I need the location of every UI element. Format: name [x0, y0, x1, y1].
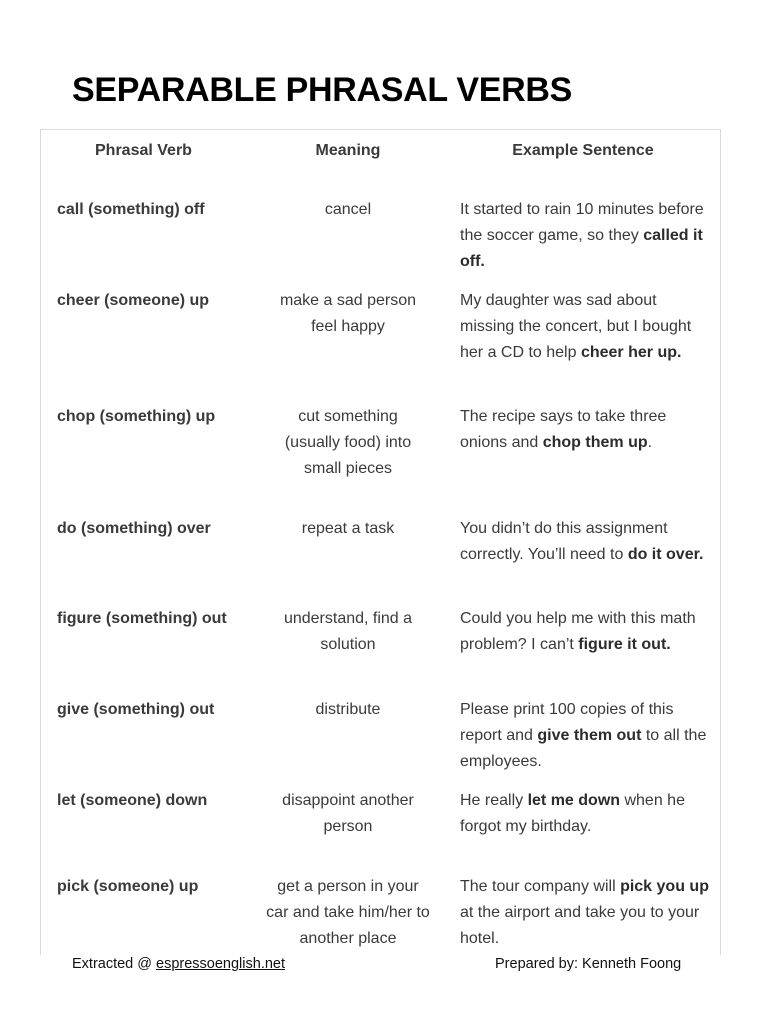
meaning-cell: disappoint another person — [282, 792, 414, 835]
example-text: . — [647, 433, 653, 451]
example-cell — [460, 697, 712, 774]
column-header-phrasal-verb: Phrasal Verb — [95, 142, 192, 159]
phrasal-verb-highlight: let me down — [527, 792, 621, 809]
meaning-cell: make a sad person feel happy — [279, 292, 417, 335]
phrasal-verb-cell: do (something) over — [57, 520, 211, 537]
example-cell — [460, 874, 712, 951]
example-cell — [460, 788, 712, 840]
meaning-cell: get a person in your car and take him/her to another place — [266, 878, 430, 947]
example-text: The tour company will — [460, 878, 621, 895]
example-text: when he forgot my birthday. — [460, 792, 685, 835]
example-text: It started to rain 10 minutes before the soccer game, so they — [460, 201, 704, 244]
footer-author: Prepared by: Kenneth Foong — [495, 956, 682, 972]
meaning-cell: repeat a task — [301, 520, 395, 537]
phrasal-verb-cell: figure (something) out — [57, 610, 227, 627]
column-header-example: Example Sentence — [512, 142, 654, 159]
phrasal-verb-cell: cheer (someone) up — [57, 292, 210, 309]
phrasal-verb-highlight: cheer her up. — [580, 343, 682, 361]
page-title: SEPARABLE PHRASAL VERBS — [72, 71, 573, 109]
phrasal-verb-cell: give (something) out — [57, 701, 215, 718]
phrasal-verb-cell: let (someone) down — [57, 792, 208, 809]
example-cell — [460, 288, 712, 365]
phrasal-verb-highlight: figure it out. — [578, 635, 671, 653]
example-text: Please print 100 copies of this report and — [460, 701, 674, 744]
example-cell — [460, 606, 712, 658]
example-text: The recipe says to take three onions and — [460, 408, 667, 451]
example-cell — [460, 404, 712, 456]
phrasal-verb-cell: pick (someone) up — [57, 878, 199, 895]
meaning-cell: cut something (usually food) into small pieces — [284, 408, 412, 477]
source-link[interactable]: espressoenglish.net — [156, 956, 286, 972]
phrasal-verb-highlight: pick you up — [620, 878, 709, 895]
example-text: You didn’t do this assignment correctly. You’ll need to — [460, 520, 668, 563]
footer-source — [72, 954, 285, 974]
column-header-meaning: Meaning — [315, 142, 381, 159]
meaning-cell: distribute — [315, 701, 381, 718]
example-text: He really — [460, 792, 528, 809]
phrasal-verb-cell: chop (something) up — [57, 408, 216, 425]
example-cell — [460, 197, 712, 274]
phrasal-verb-cell: call (something) off — [57, 201, 205, 218]
example-text: at the airport and take you to your hotel. — [460, 903, 700, 947]
footer-source-prefix: Extracted @ — [72, 956, 157, 972]
phrasal-verb-highlight: give them out — [537, 726, 642, 744]
example-text: Could you help me with this math problem? I can’t — [460, 610, 696, 653]
meaning-cell: cancel — [324, 201, 372, 218]
phrasal-verb-highlight: chop them up — [542, 433, 648, 451]
example-text: to all the employees. — [460, 726, 707, 770]
phrasal-verb-highlight: do it over. — [627, 545, 704, 563]
phrasal-verb-highlight: called it off. — [460, 226, 703, 270]
example-cell — [460, 516, 712, 568]
example-text: My daughter was sad about missing the concert, but I bought her a CD to help — [460, 292, 692, 361]
meaning-cell: understand, find a solution — [283, 610, 413, 653]
